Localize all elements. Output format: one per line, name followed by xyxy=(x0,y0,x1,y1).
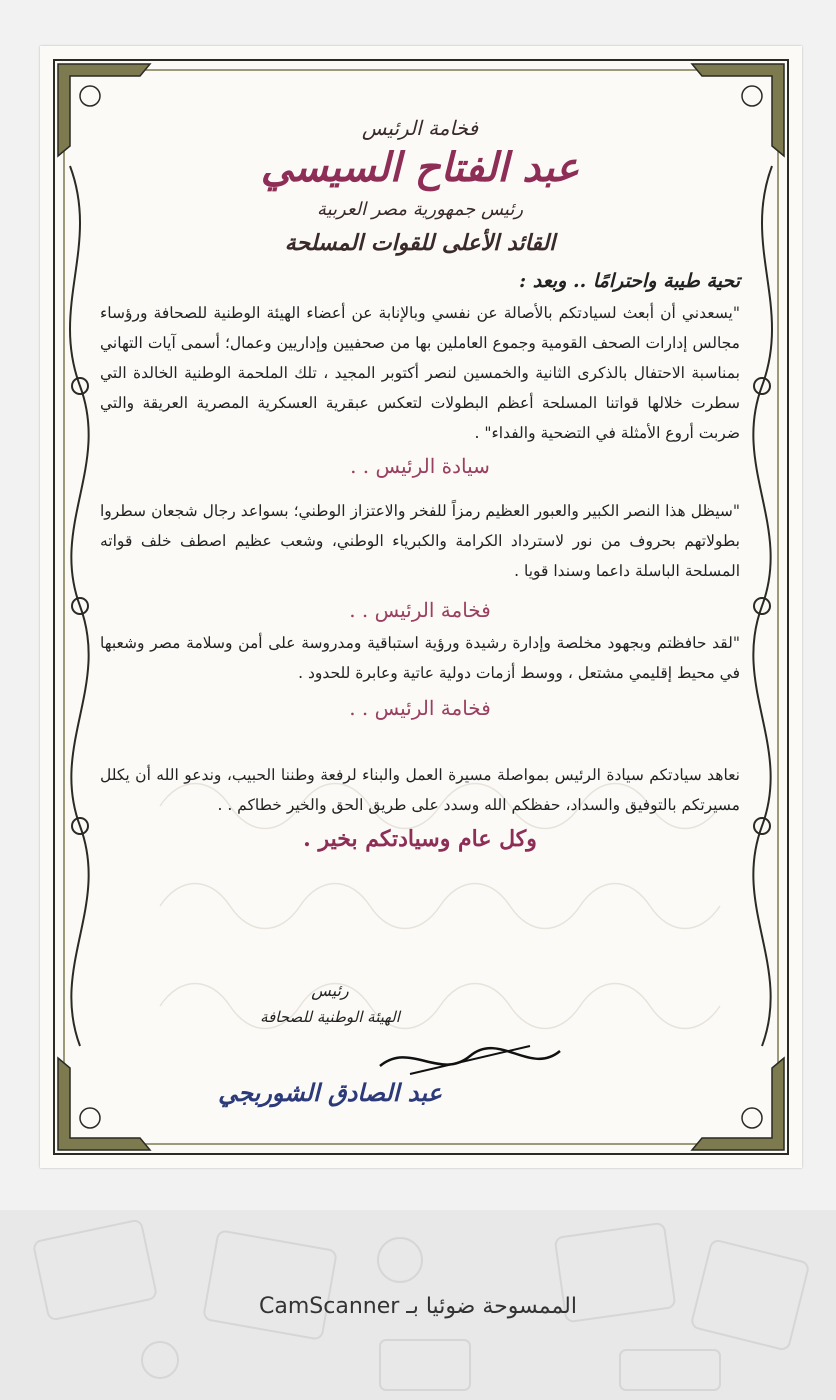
closing-line: وكل عام وسيادتكم بخير . xyxy=(303,826,537,852)
paragraph-1: "يسعدني أن أبعث لسيادتكم بالأصالة عن نفسي وبالإنابة عن أعضاء الهيئة الوطنية للصحافة ورؤساء مجالس إدارات الصحف القومية وجموع العاملين بها من صحفيين وإداريين وعمال؛ أسمى آيات التهاني بمناسبة الاحتفال بالذكرى الثانية والخمسين لنصر أكتوبر المجيد ، تلك الملحمة الوطنية الخالدة التي سطرت خلالها قواتنا المسلحة أعظم البطولات لتعكس عبقرية العسكرية المصرية العريقة والتي ضربت أروع الأمثلة في التضحية والفداء" . xyxy=(100,304,740,442)
paragraph-2: "سيظل هذا النصر الكبير والعبور العظيم رمزاً للفخر والاعتزاز الوطني؛ بسواعد رجال شجعان سطروا بطولاتهم بحروف من نور لاسترداد الكرامة والكبرياء الوطني، وشعب عظيم اصطف خلف قواته المسلحة الباسلة داعما وسندا قويا . xyxy=(100,502,740,580)
greeting: تحية طيبة واحترامًا .. وبعد : xyxy=(519,270,740,292)
signature-name: عبد الصادق الشوربجي xyxy=(218,1078,442,1107)
letter-page xyxy=(40,46,802,1168)
subheading-3: فخامة الرئيس . . xyxy=(349,696,491,720)
camscanner-footer xyxy=(0,1210,836,1400)
title-line-2: القائد الأعلى للقوات المسلحة xyxy=(284,230,556,256)
address-line: فخامة الرئيس xyxy=(361,116,479,140)
subheading-1: سيادة الرئيس . . xyxy=(350,454,490,478)
paragraph-3: "لقد حافظتم وبجهود مخلصة وإدارة رشيدة ورؤية استباقية ومدروسة على أمن وسلامة مصر وشعبها في محيط إقليمي مشتعل ، ووسط أزمات دولية عاتية وعابرة للحدود . xyxy=(100,634,740,682)
camscanner-watermark: الممسوحة ضوئيا بـ CamScanner xyxy=(259,1294,577,1319)
letter-body xyxy=(100,116,740,852)
subheading-2: فخامة الرئيس . . xyxy=(349,598,491,622)
signature-org: الهيئة الوطنية للصحافة xyxy=(260,1008,400,1026)
title-line-1: رئيس جمهورية مصر العربية xyxy=(316,199,524,220)
president-name: عبد الفتاح السيسي xyxy=(260,144,580,191)
signature-title: رئيس xyxy=(311,981,349,1000)
paragraph-4: نعاهد سيادتكم سيادة الرئيس بمواصلة مسيرة العمل والبناء لرفعة وطننا الحبيب، وندعو الله أن يكلل مسيرتكم بالتوفيق والسداد، حفظكم الله وسدد على طريق الحق والخير خطاكم . . xyxy=(100,766,740,814)
